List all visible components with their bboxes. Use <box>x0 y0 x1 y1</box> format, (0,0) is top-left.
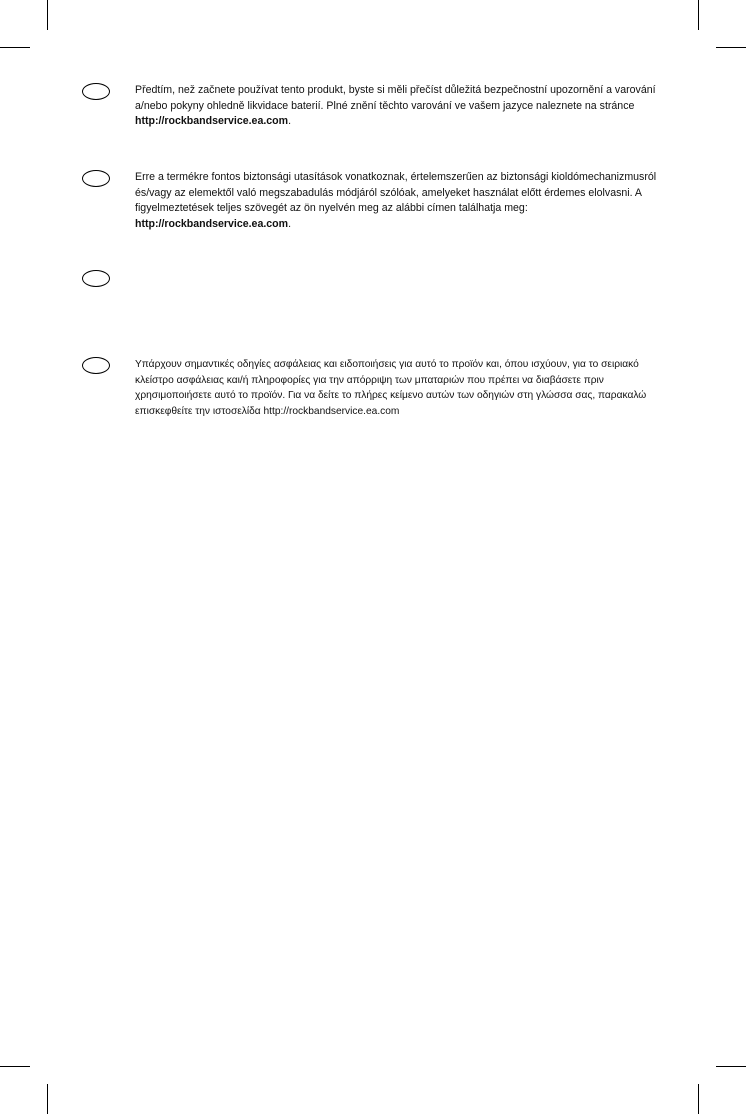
crop-mark-bottom-right-vertical <box>698 1084 699 1114</box>
section-text <box>135 357 675 419</box>
service-link[interactable]: http://rockbandservice.ea.com <box>135 115 289 127</box>
paragraph: Erre a termékre fontos biztonsági utasítások vonatkoznak, értelemszerűen az biztonsági kioldómechanizmusról és/vagy az elemektől való megszabadulás módjáról szólóak, amelyeket használat előtt érdemes elolvasni. A figyelmeztetések teljes szövegét az ön nyelvén meg az alábbi címen találhatja meg: <box>135 171 657 214</box>
language-flag-placeholder <box>82 83 110 100</box>
paragraph: Předtím, než začnete používat tento produkt, byste si měli přečíst důležitá bezpečnostní upozornění a varování a/nebo pokyny ohledně likvidace baterií. Plné znění těchto varování ve vašem jazyce naleznete na stránce <box>135 84 656 112</box>
paragraph-suffix: . <box>288 217 292 230</box>
paragraph: Υπάρχουν σημαντικές οδηγίες ασφάλειας και ειδοποιήσεις για αυτό το προϊόν και, όπου ισχύουν, για το σειριακό κλείστρο ασφάλειας και/ή πληροφορίες για την απόρριψη των μπαταριών που πρέπει να διαβάσετε πριν χρησιμοποιήσετε αυτό το προϊόν. Για να δείτε το πλήρες κείμενο αυτών των οδηγιών στη γλώσσα σας, παρακαλώ επισκεφθείτε την ιστοσελίδα http://rockbandservice.ea.com <box>135 359 647 417</box>
service-link[interactable]: http://rockbandservice.ea.com <box>135 217 289 230</box>
crop-mark-top-right-vertical <box>698 0 699 30</box>
language-flag-placeholder <box>82 357 110 374</box>
crop-mark-bottom-left-horizontal <box>0 1066 30 1067</box>
crop-mark-bottom-right-horizontal <box>716 1066 746 1067</box>
language-flag-placeholder <box>82 170 110 187</box>
crop-mark-top-right-horizontal <box>716 47 746 48</box>
section-text <box>135 170 675 232</box>
paragraph-suffix: . <box>288 115 292 127</box>
crop-mark-top-left-horizontal <box>0 47 30 48</box>
language-flag-placeholder <box>82 270 110 287</box>
section-text <box>135 83 675 130</box>
crop-mark-top-left-vertical <box>47 0 48 30</box>
crop-mark-bottom-left-vertical <box>47 1084 48 1114</box>
